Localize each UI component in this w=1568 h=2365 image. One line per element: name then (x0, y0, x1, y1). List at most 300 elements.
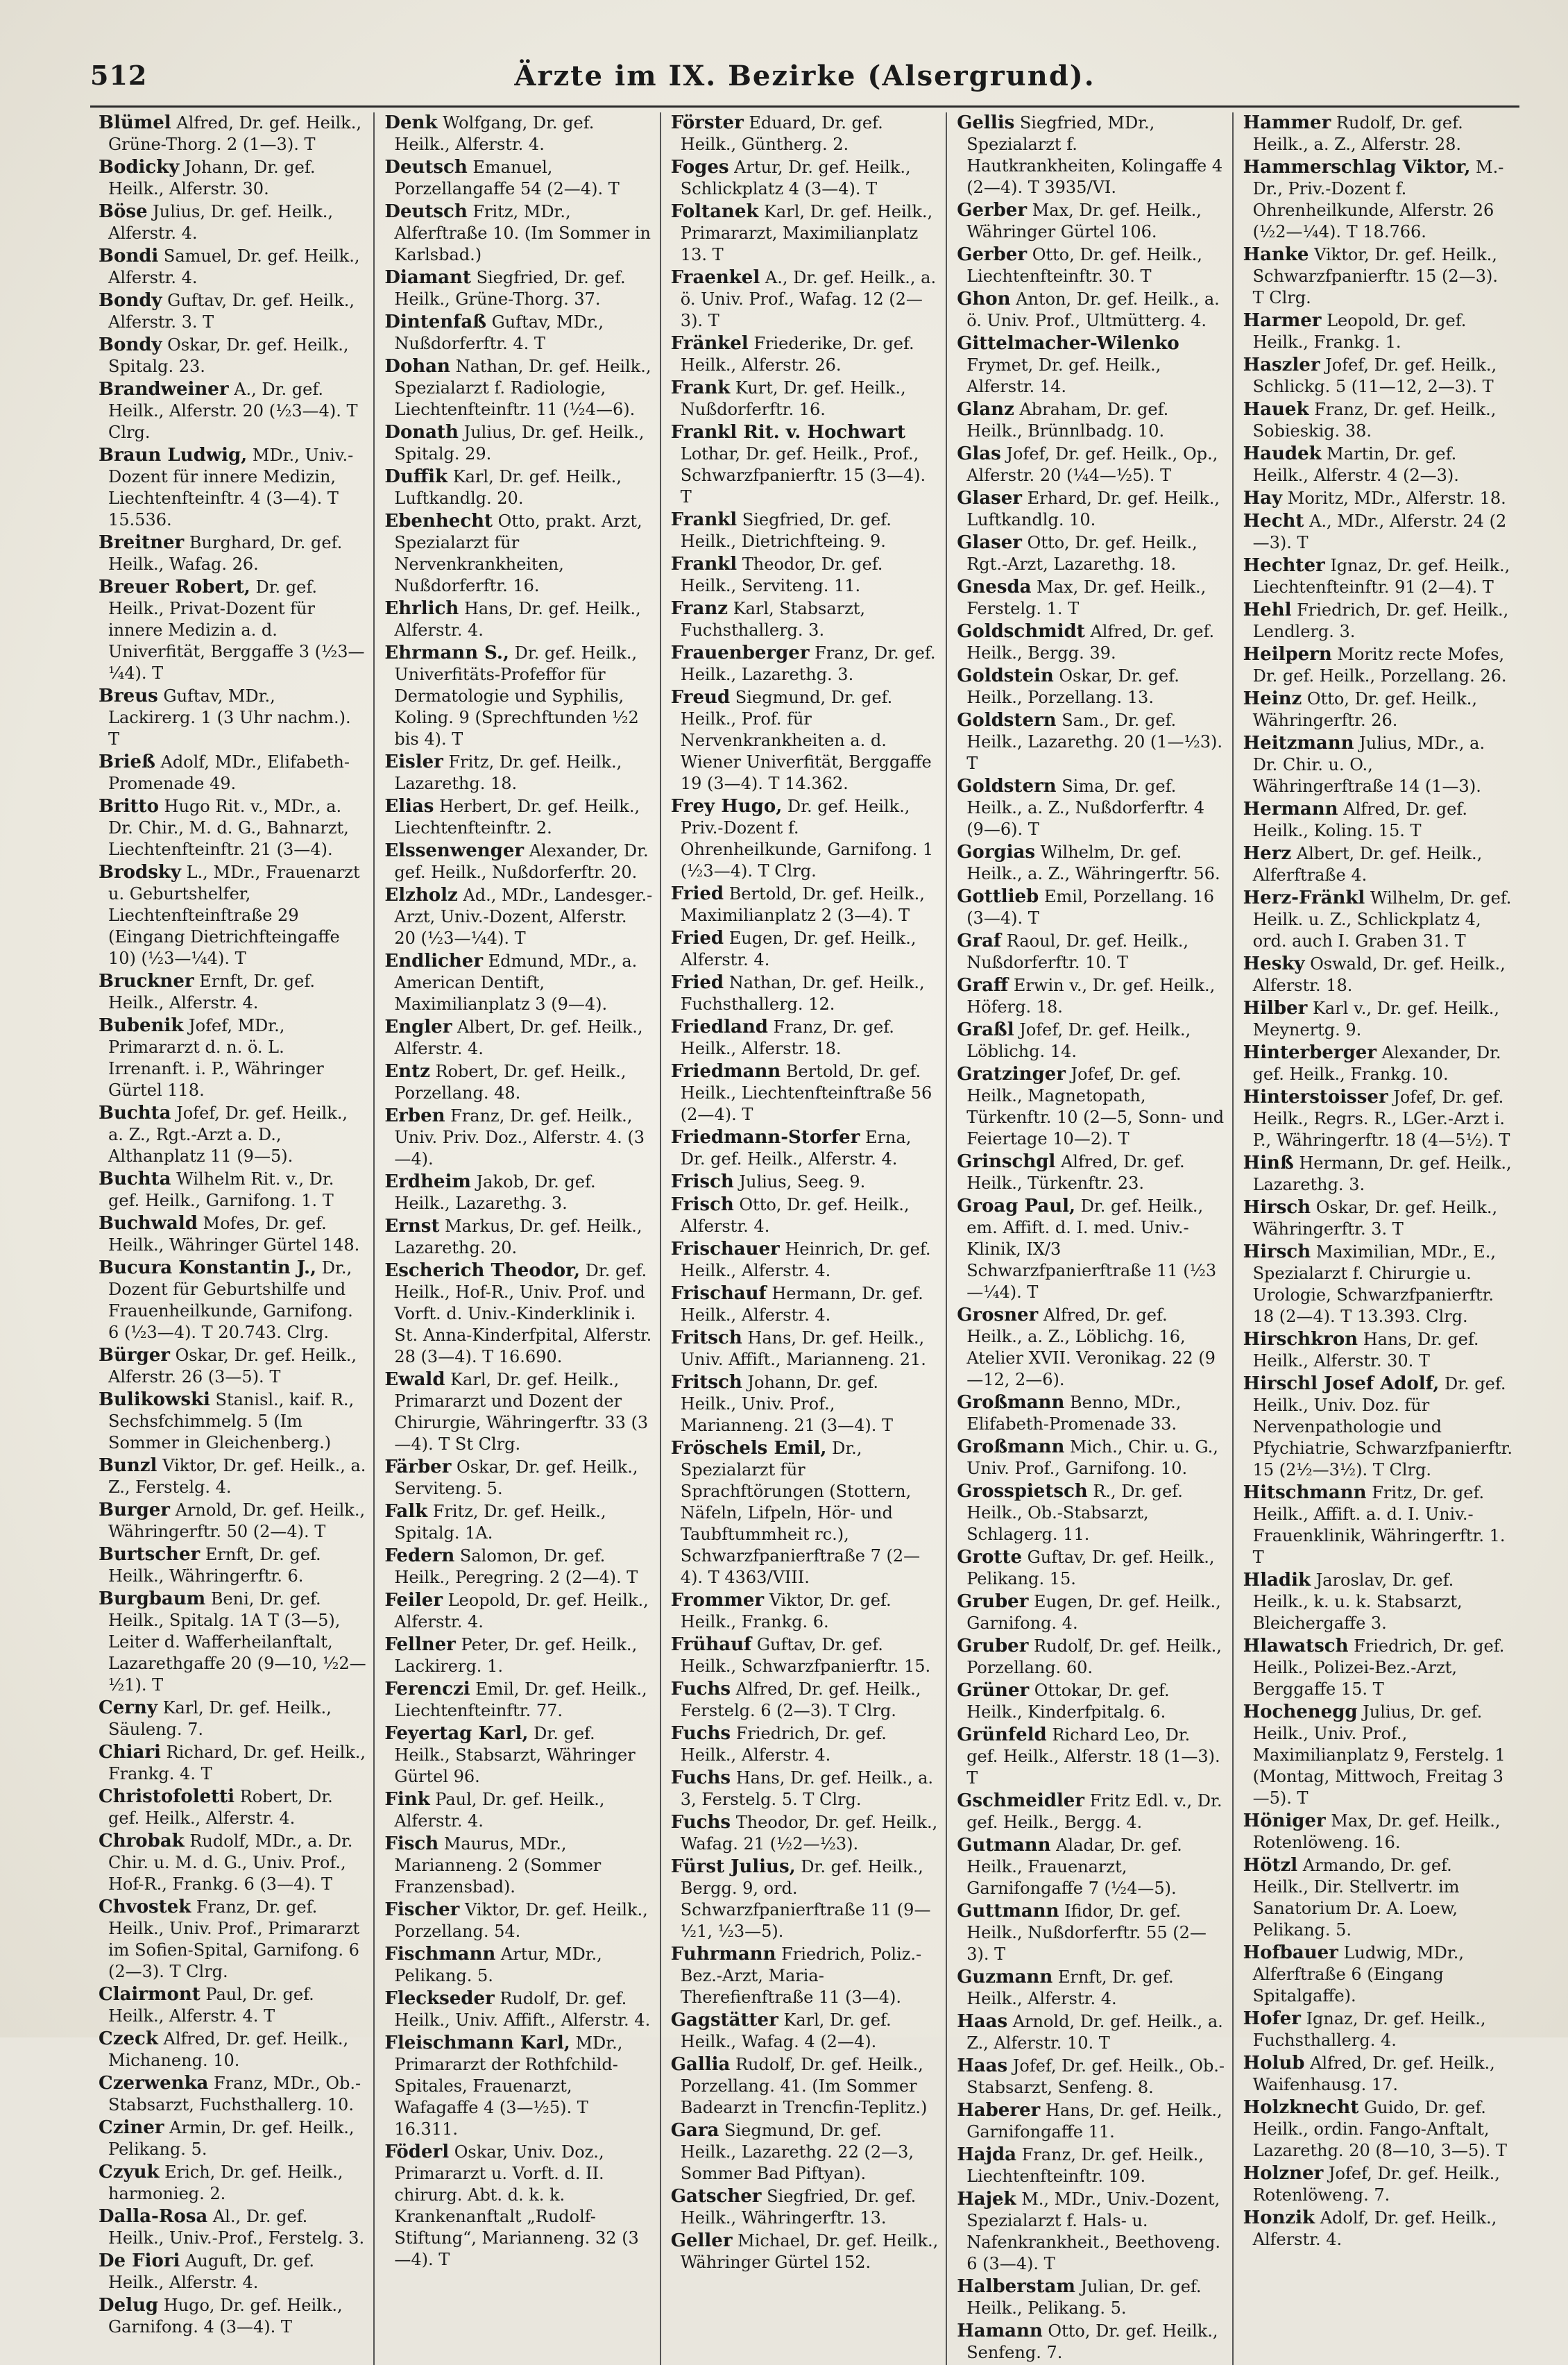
physician-name: Hammerschlag Viktor, (1243, 157, 1471, 178)
directory-entry (97, 2073, 366, 2116)
physician-name: Engler (384, 1017, 452, 1037)
directory-entry (670, 1590, 939, 1633)
directory-entry (383, 1457, 652, 1500)
physician-name: Denk (384, 112, 438, 133)
directory-entry (1242, 511, 1512, 554)
directory-entry (1242, 1153, 1512, 1196)
physician-name: Holzknecht (1243, 2097, 1359, 2118)
physician-name: Fried (670, 883, 724, 904)
directory-entry (955, 842, 1225, 885)
directory-entry (383, 1545, 652, 1588)
physician-details: Arnold, Dr. gef. Heilk., a. Z., Alferstr. 10. T (966, 2012, 1223, 2053)
directory-entry (97, 445, 366, 531)
physician-details: Oskar, Dr. gef. Heilk., Währingerftr. 3. T (1252, 1198, 1498, 1239)
directory-entry (955, 931, 1225, 974)
physician-details: Oskar, Dr. gef. Heilk., Serviteng. 5. (394, 1457, 638, 1498)
physician-details: R., Dr. gef. Heilk., Ob.-Stabsarzt, Schlagerg. 11. (966, 1482, 1183, 1544)
directory-entry (670, 1127, 939, 1170)
physician-details: Hans, Dr. gef. Heilk., Univ. Affift., Marianneng. 21. (680, 1328, 926, 1369)
physician-details: Fritz, Dr. gef. Heilk., Lazarethg. 18. (394, 752, 622, 793)
physician-details: Hugo Rit. v., MDr., a. Dr. Chir., M. d. G., Bahnarzt, Liechtenfteinftr. 21 (3—4). (108, 797, 349, 859)
directory-entry (1242, 1329, 1512, 1372)
physician-details: Hans, Dr. gef. Heilk., Garnifongaffe 11. (966, 2101, 1222, 2142)
physician-name: Halberstam (957, 2276, 1075, 2297)
physician-details: Hans, Dr. gef. Heilk., a. 3, Ferstelg. 5. T Clrg. (680, 1768, 934, 1809)
directory-entry (383, 1105, 652, 1170)
physician-name: Heitzmann (1243, 733, 1354, 754)
directory-entry (670, 509, 939, 552)
physician-details: Jofef, Dr. gef. Heilk., Regrs. R., LGer.-Arzt i. P., Währingerftr. 18 (4—5½). T (1252, 1087, 1510, 1150)
physician-name: Gatscher (670, 2186, 762, 2207)
directory-entry (97, 201, 366, 244)
directory-entry (97, 2117, 366, 2160)
physician-details: MDr., Primararzt der Rothfchild-Spitales, Frauenarzt, Wafagaffe 4 (3—½5). T 16.311. (394, 2033, 623, 2139)
directory-entry (955, 1019, 1225, 1062)
directory-entry (1242, 1636, 1512, 1700)
header-rule (90, 105, 1519, 108)
physician-details: Max, Dr. gef. Heilk., Ferstelg. 1. T (966, 577, 1207, 618)
directory-entry (1242, 555, 1512, 598)
physician-name: Heilpern (1243, 644, 1332, 665)
directory-entry (97, 1389, 366, 1454)
directory-entry (383, 1061, 652, 1104)
physician-name: Hammer (1243, 112, 1331, 133)
physician-details: Jofef, Dr. gef. Heilk., a. Z., Rgt.-Arzt a. D., Althanplatz 11 (9—5). (108, 1103, 348, 1166)
directory-entry (955, 1436, 1225, 1480)
physician-details: Franz, Dr. gef. Heilk., Lazarethg. 3. (680, 643, 936, 684)
physician-details: Eduard, Dr. gef. Heilk., Güntherg. 2. (680, 113, 883, 154)
physician-details: M.-Dr., Priv.-Dozent f. Ohrenheilkunde, Alferstr. 26 (½2—¼4). T 18.766. (1252, 158, 1504, 241)
directory-entry (670, 157, 939, 200)
physician-details: Guftav, Dr. gef. Heilk., Schwarzfpanierftr. 15. (680, 1635, 931, 1676)
physician-name: Clairmont (99, 1984, 201, 2005)
directory-entry (97, 1984, 366, 2027)
physician-name: Bondy (99, 290, 162, 311)
physician-name: Goldstern (957, 710, 1057, 731)
directory-entry (383, 1017, 652, 1060)
physician-name: Hilber (1243, 998, 1308, 1019)
physician-name: Grüner (957, 1680, 1030, 1701)
physician-name: Gittelmacher-Wilenko (957, 333, 1179, 354)
directory-entry (1242, 1197, 1512, 1240)
physician-name: Elzholz (384, 885, 458, 906)
physician-name: Bodicky (99, 157, 180, 178)
directory-entry (1242, 310, 1512, 353)
directory-entry (383, 840, 652, 883)
physician-details: Max, Dr. gef. Heilk., Währinger Gürtel 106. (966, 201, 1202, 241)
physician-name: Gellis (957, 112, 1015, 133)
physician-details: Viktor, Dr. gef. Heilk., Frankg. 6. (680, 1591, 892, 1631)
physician-name: Brieß (99, 752, 155, 772)
directory-entry (955, 1151, 1225, 1194)
physician-details: A., MDr., Alferstr. 24 (2—3). T (1252, 511, 1507, 552)
directory-entry (955, 2055, 1225, 2099)
physician-details: Anton, Dr. gef. Heilk., a. ö. Univ. Prof., Ultmütterg. 4. (966, 289, 1220, 330)
physician-name: Gruber (957, 1591, 1029, 1612)
physician-details: Heinrich, Dr. gef. Heilk., Alferstr. 4. (680, 1239, 931, 1280)
physician-details: Otto, Dr. gef. Heilk., Währingerftr. 26. (1252, 689, 1478, 730)
physician-name: Glanz (957, 399, 1014, 420)
physician-name: Falk (384, 1501, 428, 1522)
physician-name: Fuchs (670, 1679, 731, 1699)
directory-entry (955, 1305, 1225, 1391)
directory-entry (383, 1679, 652, 1722)
physician-details: Peter, Dr. gef. Heilk., Lackirerg. 1. (394, 1635, 638, 1676)
physician-details: Karl, Dr. gef. Heilk., Primararzt und Dozent der Chirurgie, Währingerftr. 33 (3—4). T St Clrg. (394, 1370, 649, 1454)
physician-details: Arnold, Dr. gef. Heilk., Währingerftr. 50 (2—4). T (108, 1500, 366, 1541)
directory-entry (383, 1216, 652, 1259)
physician-name: Hötzl (1243, 1855, 1298, 1876)
directory-entry (670, 2186, 939, 2229)
physician-name: Escherich Theodor, (384, 1260, 580, 1281)
directory-entry (383, 598, 652, 641)
physician-details: Robert, Dr. gef. Heilk., Porzellang. 48. (394, 1062, 627, 1103)
directory-entry (1242, 1373, 1512, 1481)
physician-name: Hirsch (1243, 1241, 1311, 1262)
directory-entry (955, 244, 1225, 287)
physician-name: Fröschels Emil, (670, 1438, 827, 1459)
directory-entry (955, 532, 1225, 575)
physician-name: Hamann (957, 2321, 1043, 2341)
physician-details: Otto, Dr. gef. Heilk., Senfeng. 7. (966, 2321, 1218, 2362)
physician-name: Fleischmann Karl, (384, 2033, 570, 2053)
directory-entry (955, 2100, 1225, 2143)
physician-name: Holzner (1243, 2163, 1324, 2184)
physician-details: Sima, Dr. gef. Heilk., a. Z., Nußdorferftr. 4 (9—6). T (966, 777, 1205, 839)
directory-entry (97, 2295, 366, 2338)
directory-entry (1242, 2163, 1512, 2206)
physician-details: Adolf, Dr. gef. Heilk., Alferstr. 4. (1252, 2208, 1497, 2249)
directory-entry (97, 686, 366, 750)
physician-details: Fritz, MDr., Alferftraße 10. (Im Sommer in Karlsbad.) (394, 202, 651, 264)
physician-name: Böse (99, 201, 148, 222)
directory-entry (955, 1835, 1225, 1899)
physician-name: Goldstern (957, 776, 1057, 797)
physician-name: Czeck (99, 2028, 158, 2049)
physician-details: Armando, Dr. gef. Heilk., Dir. Stellvertr. im Sanatorium Dr. A. Loew, Pelikang. 5. (1252, 1856, 1460, 1940)
physician-name: Hauek (1243, 399, 1309, 420)
physician-name: Chvostek (99, 1897, 191, 1917)
physician-name: Guzmann (957, 1967, 1053, 1987)
physician-name: Donath (384, 422, 459, 443)
directory-entry (383, 951, 652, 1015)
physician-details: Rudolf, Dr. gef. Heilk., Univ. Affift., Alferstr. 4. (394, 1989, 651, 2030)
physician-name: Haberer (957, 2100, 1041, 2121)
physician-details: Otto, prakt. Arzt, Spezialarzt für Nervenkrankheiten, Nußdorferftr. 16. (394, 511, 642, 595)
physician-name: Erben (384, 1105, 445, 1126)
physician-details: Karl, Dr. gef. Heilk., Wafag. 4 (2—4). (680, 2010, 892, 2051)
directory-entry (383, 157, 652, 200)
directory-entry (97, 1257, 366, 1343)
physician-details: Oskar, Dr. gef. Heilk., Alferstr. 26 (3—5). T (108, 1346, 357, 1387)
directory-entry (1242, 355, 1512, 398)
physician-name: Honzik (1243, 2207, 1315, 2228)
directory-entry (1242, 888, 1512, 952)
physician-details: Guido, Dr. gef. Heilk., ordin. Fango-Anftalt, Lazarethg. 20 (8—10, 3—5). T (1252, 2098, 1507, 2160)
physician-name: Fuhrmann (670, 1944, 776, 1965)
directory-entry (955, 488, 1225, 531)
physician-name: Gnesda (957, 577, 1032, 597)
physician-details: Nathan, Dr. gef. Heilk., Spezialarzt f. Radiologie, Liechtenfteinftr. 11 (½4—6). (394, 357, 651, 419)
physician-details: Ludwig, MDr., Alferftraße 6 (Eingang Spitalgaffe). (1252, 1943, 1464, 2006)
directory-entry (1242, 998, 1512, 1041)
physician-details: Franz, Dr. gef. Heilk., Univ. Prof., Primararzt im Sofien-Spital, Garnifong. 6 (2—3). T Clrg. (108, 1897, 360, 1981)
directory-entry (1242, 2053, 1512, 2096)
directory-entry (383, 201, 652, 266)
physician-name: Hecht (1243, 511, 1304, 532)
physician-name: Hinterberger (1243, 1042, 1377, 1063)
directory-entry (383, 1590, 652, 1633)
directory-entry (670, 1194, 939, 1237)
physician-details: Alfred, Dr. gef. Heilk., Michaneng. 10. (108, 2029, 349, 2070)
directory-entry (1242, 157, 1512, 243)
physician-details: A., Dr. gef. Heilk., a. ö. Univ. Prof., Wafag. 12 (2—3). T (680, 268, 937, 330)
physician-details: Friedrich, Dr. gef. Heilk., Polizei-Bez.-Arzt, Berggaffe 15. T (1252, 1636, 1505, 1699)
physician-name: Frank (670, 378, 731, 398)
physician-details: Aladar, Dr. gef. Heilk., Frauenarzt, Garnifongaffe 7 (½4—5). (966, 1836, 1182, 1898)
physician-details: Jofef, Dr. gef. Heilk., Löblichg. 14. (966, 1020, 1191, 1061)
physician-name: Czerwenka (99, 2073, 209, 2094)
directory-entry (670, 1856, 939, 1942)
physician-details: Franz, Dr. gef. Heilk., Liechtenfteinftr. 109. (966, 2145, 1204, 2186)
directory-entry (1242, 843, 1512, 886)
directory-entry (1242, 2008, 1512, 2051)
directory-entry (383, 885, 652, 949)
directory-entry (1242, 1702, 1512, 1809)
directory-entry (383, 1171, 652, 1214)
physician-name: Feiler (384, 1590, 443, 1611)
physician-name: Freud (670, 687, 731, 708)
directory-entry (670, 1061, 939, 1126)
directory-entry (383, 1833, 652, 1898)
directory-entry (670, 267, 939, 332)
physician-details: Alfred, Dr. gef. Heilk., Türkenftr. 23. (966, 1152, 1185, 1193)
physician-name: Gschmeidler (957, 1790, 1084, 1811)
directory-entry (955, 1680, 1225, 1723)
physician-name: Frey Hugo, (670, 796, 783, 817)
physician-name: Elias (384, 796, 434, 817)
physician-name: Fuchs (670, 1723, 731, 1744)
physician-name: Brodsky (99, 862, 181, 883)
physician-name: Fried (670, 972, 724, 993)
physician-details: Albert, Dr. gef. Heilk., Alferftraße 4. (1252, 844, 1483, 885)
physician-details: Karl, Dr. gef. Heilk., Primararzt, Maximilianplatz 13. T (680, 202, 933, 264)
physician-details: Max, Dr. gef. Heilk., Rotenlöweng. 16. (1252, 1811, 1501, 1852)
directory-entry (1242, 688, 1512, 731)
physician-details: A., Dr. gef. Heilk., Alferstr. 20 (½3—4). T Clrg. (108, 380, 358, 442)
physician-details: Maximilian, MDr., E., Spezialarzt f. Chirurgie u. Urologie, Schwarzfpanierftr. 18 (2—4). T 13.393. Clrg. (1252, 1242, 1496, 1326)
physician-details: Bertold, Dr. gef. Heilk., Liechtenfteinftraße 56 (2—4). T (680, 1062, 932, 1124)
physician-details: Frymet, Dr. gef. Heilk., Alferstr. 14. (966, 355, 1161, 396)
physician-name: Gottlieb (957, 886, 1039, 907)
physician-name: Deutsch (384, 157, 468, 178)
physician-name: Heinz (1243, 688, 1302, 709)
physician-name: Fraenkel (670, 267, 760, 288)
physician-name: Grünfeld (957, 1724, 1047, 1745)
physician-details: Emil, Porzellang. 16 (3—4). T (966, 887, 1214, 928)
directory-entry (383, 1723, 652, 1788)
directory-entry (383, 796, 652, 839)
physician-name: Herz (1243, 843, 1292, 864)
physician-name: Friedmann (670, 1061, 781, 1082)
physician-details: Karl, Dr. gef. Heilk., Säuleng. 7. (108, 1698, 332, 1739)
directory-entry (955, 2189, 1225, 2275)
directory-entry (1242, 1042, 1512, 1085)
physician-details: Wilhelm, Dr. gef. Heilk., a. Z., Währingerftr. 56. (966, 842, 1220, 883)
directory-entry (383, 2142, 652, 2271)
physician-name: Gerber (957, 244, 1028, 265)
physician-details: Maurus, MDr., Marianneng. 2 (Sommer Franzensbad). (394, 1834, 602, 1897)
physician-name: Grosspietsch (957, 1481, 1088, 1502)
physician-name: Duffik (384, 466, 448, 487)
physician-name: Fuchs (670, 1768, 731, 1788)
physician-name: Hinterstoisser (1243, 1087, 1388, 1108)
physician-details: Alexander, Dr. gef. Heilk., Nußdorferftr. 20. (394, 841, 649, 882)
physician-details: Adolf, MDr., Elifabeth-Promenade 49. (108, 752, 350, 793)
directory-entry (955, 399, 1225, 442)
directory-entry (1242, 1855, 1512, 1941)
physician-details: Paul, Dr. gef. Heilk., Alferstr. 4. (394, 1790, 605, 1831)
physician-details: Sam., Dr. gef. Heilk., Lazarethg. 20 (1—½3). T (966, 711, 1223, 773)
physician-name: Harmer (1243, 310, 1322, 331)
directory-entry (97, 1588, 366, 1696)
column-4 (955, 112, 1233, 2365)
physician-name: Holub (1243, 2053, 1305, 2074)
directory-entry (1242, 644, 1512, 687)
directory-entry (670, 1812, 939, 1855)
directory-entry (383, 1501, 652, 1544)
directory-entry (97, 334, 366, 378)
physician-details: Jaroslav, Dr. gef. Heilk., k. u. k. Stabsarzt, Bleichergaffe 3. (1252, 1570, 1463, 1633)
physician-details: Dr. gef. Heilk., Stabsarzt, Währinger Gürtel 96. (394, 1724, 636, 1786)
physician-details: Viktor, Dr. gef. Heilk., Schwarzfpanierftr. 15 (2—3). T Clrg. (1252, 245, 1498, 307)
physician-name: Graßl (957, 1019, 1014, 1040)
physician-name: Gerber (957, 200, 1028, 221)
directory-entry (670, 1017, 939, 1060)
directory-entry (383, 1988, 652, 2031)
physician-name: Glaser (957, 532, 1022, 553)
directory-entry (670, 201, 939, 266)
directory-entry (955, 1547, 1225, 1590)
physician-name: Goldschmidt (957, 621, 1085, 642)
physician-name: Herz-Fränkl (1243, 888, 1365, 908)
directory-entry (97, 1500, 366, 1543)
physician-details: Viktor, Dr. gef. Heilk., a. Z., Ferstelg. 4. (108, 1456, 366, 1497)
physician-details: Siegfried, Dr. gef. Heilk., Dietrichfteing. 9. (680, 510, 892, 551)
physician-name: Diamant (384, 267, 471, 288)
directory-entry (670, 928, 939, 971)
physician-name: Geller (670, 2230, 733, 2251)
directory-entry (97, 1831, 366, 1895)
physician-name: Chiari (99, 1742, 161, 1763)
physician-details: Martin, Dr. gef. Heilk., Alferstr. 4 (2—3). (1252, 444, 1459, 485)
physician-details: Alfred, Dr. gef. Heilk., Ferstelg. 6 (2—3). T Clrg. (680, 1679, 921, 1720)
directory-entry (97, 862, 366, 969)
directory-entry (97, 290, 366, 333)
physician-details: Benno, MDr., Elifabeth-Promenade 33. (966, 1393, 1182, 1434)
physician-details: Paul, Dr. gef. Heilk., Alferstr. 4. T (108, 1985, 314, 2026)
physician-details: Dr., Dozent für Geburtshilfe und Frauenheilkunde, Garnifong. 6 (½3—4). T 20.743. Clrg. (108, 1258, 353, 1342)
physician-name: Hirschkron (1243, 1329, 1358, 1350)
physician-name: Braun Ludwig, (99, 445, 248, 466)
physician-name: Hofbauer (1243, 1942, 1338, 1963)
physician-details: Kurt, Dr. gef. Heilk., Nußdorferftr. 16. (680, 378, 906, 419)
physician-name: Dohan (384, 356, 450, 377)
physician-details: Nathan, Dr. gef. Heilk., Fuchsthallerg. 12. (680, 973, 925, 1014)
physician-details: Raoul, Dr. gef. Heilk., Nußdorferftr. 10. T (966, 931, 1188, 972)
directory-entry (670, 1723, 939, 1766)
physician-details: Al., Dr. gef. Heilk., Univ.-Prof., Ferstelg. 3. (108, 2207, 365, 2248)
physician-name: Fürst Julius, (670, 1856, 796, 1877)
physician-name: Föderl (384, 2142, 450, 2162)
directory-entry (670, 2230, 939, 2273)
physician-name: Fried (670, 928, 724, 949)
physician-details: Theodor, Dr. gef. Heilk., Serviteng. 11. (680, 554, 883, 595)
physician-details: Hans, Dr. gef. Heilk., Alferstr. 4. (394, 599, 641, 640)
physician-name: Hofer (1243, 2008, 1301, 2029)
physician-name: Hlawatsch (1243, 1636, 1349, 1656)
physician-details: Oswald, Dr. gef. Heilk., Alferstr. 18. (1252, 954, 1506, 995)
physician-details: Dr. gef. Heilk., Privat-Dozent für innere Medizin a. d. Univerfität, Berggaffe 3 (½3—¼4). T (108, 577, 365, 683)
physician-name: Guttmann (957, 1901, 1059, 1922)
physician-name: Dalla-Rosa (99, 2206, 208, 2227)
physician-details: Moritz, MDr., Alferstr. 18. (1282, 489, 1506, 508)
physician-details: Johann, Dr. gef. Heilk., Univ. Prof., Marianneng. 21 (3—4). T (680, 1373, 894, 1435)
physician-details: Karl, Dr. gef. Heilk., Luftkandlg. 20. (394, 467, 622, 508)
directory-entry (670, 554, 939, 597)
physician-details: Ignaz, Dr. gef. Heilk., Liechtenfteinftr. 91 (2—4). T (1252, 556, 1510, 597)
physician-name: Hanke (1243, 244, 1309, 265)
physician-name: Hehl (1243, 600, 1292, 620)
directory-entry (1242, 443, 1512, 486)
physician-name: Grinschgl (957, 1151, 1056, 1172)
physician-name: Elssenwenger (384, 840, 525, 861)
directory-entry (383, 1634, 652, 1677)
directory-entry (97, 112, 366, 155)
directory-entry (383, 2033, 652, 2140)
physician-details: Jofef, Dr. gef. Heilk., Schlickg. 5 (11—12, 2—3). T (1252, 355, 1497, 396)
physician-details: Eugen, Dr. gef. Heilk., Garnifong. 4. (966, 1592, 1221, 1633)
physician-name: Bunzl (99, 1455, 157, 1476)
physician-name: Fisch (384, 1833, 439, 1854)
physician-name: Buchta (99, 1169, 171, 1189)
physician-details: Edmund, MDr., a. American Dentift, Maximilianplatz 3 (9—4). (394, 951, 638, 1014)
physician-details: Julius, Dr. gef. Heilk., Univ. Prof., Maximilianplatz 9, Ferstelg. 1 (Montag, Mittwoch, Freitag 3—5). T (1252, 1702, 1506, 1808)
directory-entry (670, 333, 939, 376)
physician-details: Alfred, Dr. gef. Heilk., a. Z., Löblichg. 16, Atelier XVII. Veronikag. 22 (9—12, 2—6). (966, 1305, 1216, 1389)
directory-entry (1242, 2207, 1512, 2250)
directory-entry (1242, 953, 1512, 997)
directory-entry (97, 1697, 366, 1740)
physician-details: Otto, Dr. gef. Heilk., Liechtenfteinftr. 30. T (966, 245, 1202, 286)
physician-name: Förster (670, 112, 744, 133)
physician-details: Guftav, Dr. gef. Heilk., Alferstr. 3. T (108, 291, 355, 332)
directory-entry (670, 1634, 939, 1677)
physician-name: Frankl Rit. v. Hochwart (670, 422, 905, 443)
physician-details: Rudolf, Dr. gef. Heilk., a. Z., Alferstr. 28. (1252, 113, 1463, 154)
physician-details: Alfred, Dr. gef. Heilk., Grüne-Thorg. 2 (1—3). T (108, 113, 361, 154)
physician-name: Breuer Robert, (99, 577, 250, 597)
physician-details: Alexander, Dr. gef. Heilk., Frankg. 10. (1252, 1043, 1501, 1084)
physician-details: Robert, Dr. gef. Heilk., Alferstr. 4. (108, 1787, 333, 1828)
directory-entry (97, 1786, 366, 1829)
directory-entry (955, 112, 1225, 198)
physician-name: Frühauf (670, 1634, 752, 1655)
directory-entry (1242, 244, 1512, 309)
physician-name: Buchta (99, 1103, 171, 1124)
physician-details: Lothar, Dr. gef. Heilk., Prof., Schwarzfpanierftr. 15 (3—4). T (680, 444, 926, 507)
physician-name: Dintenfaß (384, 312, 486, 332)
